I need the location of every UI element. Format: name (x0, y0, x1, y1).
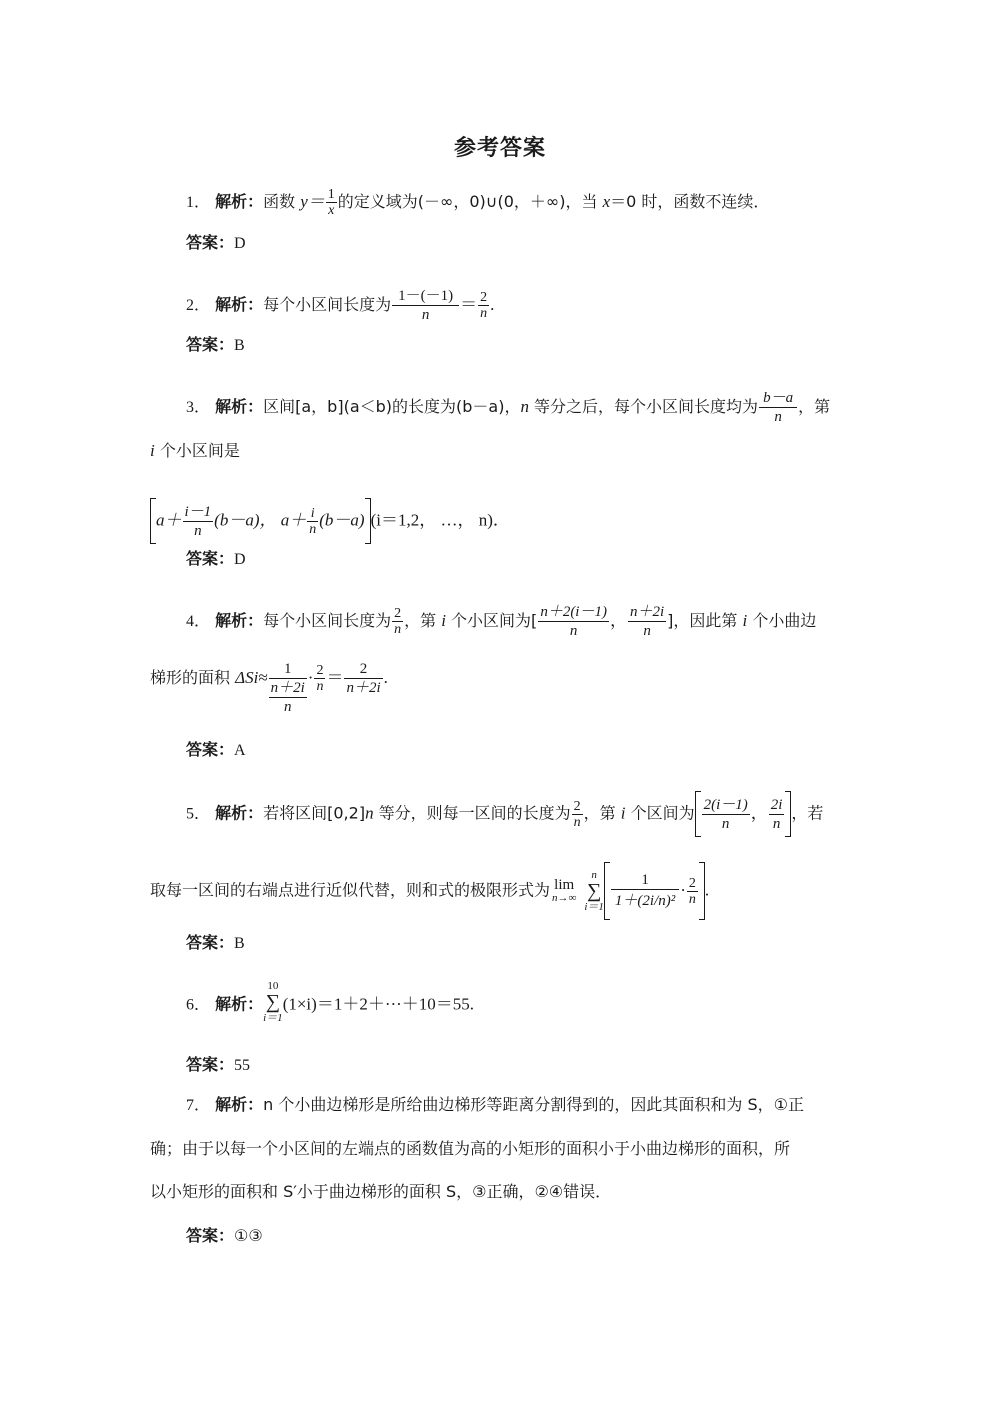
item-7-answer: 答案：①③ (186, 1226, 263, 1245)
fraction: $\frac{1}{x}$ (327, 187, 335, 218)
item-4-analysis: 4． 解析：每个小区间长度为 $\frac{2}{n}$ ，第 i 个小区间为[ $\frac{n+2(i-1)}{n}$ ， $\frac{n+2i}{n}$ ]，因此第 i 个小曲边 (186, 604, 817, 639)
limit: lim n→∞ (552, 877, 577, 904)
fraction: $\frac{2(i-1)}{n}$ (703, 796, 748, 832)
summation: 10 ∑ i＝1 (263, 980, 283, 1024)
item-6-answer: 答案：55 (186, 1055, 251, 1074)
fraction: $\frac{1-(-1)}{n}$ (392, 287, 459, 324)
summation: n ∑ i＝1 (584, 869, 604, 913)
item-1-analysis: 1． 解析：函数 y＝ $\frac{1}{x}$ 的定义域为(－∞，0)∪(0，＋∞)，当 x＝0 时，函数不连续． (186, 187, 770, 218)
fraction: $\frac{2}{n}$ (573, 798, 581, 830)
compound-fraction: 1 n＋2i n (270, 661, 305, 715)
item-3-analysis: 3． 解析：区间[a，b](a＜b)的长度为(b－a)，n 等分之后，每个小区间长度均为 $\frac{b-a}{n}$ ，第 (186, 390, 831, 425)
fraction: $\frac{2}{n}$ (688, 875, 696, 907)
item-4-answer: 答案：A (186, 740, 246, 759)
left-bracket (604, 862, 610, 920)
fraction: $\frac{b-a}{n}$ (759, 389, 797, 426)
fraction: $\frac{2}{n}$ (394, 606, 402, 637)
item-3-analysis-line2: i 个小区间是 (150, 441, 240, 460)
fraction: $\frac{n+2i}{n}$ (629, 604, 665, 639)
fraction: $\frac{n+2(i-1)}{n}$ (540, 604, 607, 639)
item-1-answer: 答案：D (186, 233, 246, 252)
item-7-analysis-line3: 以小矩形的面积和 S′小于曲边梯形的面积 S，③正确，②④错误． (150, 1182, 612, 1201)
fraction: $\frac{i-1}{n}$ (184, 503, 212, 539)
fraction: $\frac{2}{n+2i}$ (346, 661, 381, 696)
item-2-answer: 答案：B (186, 335, 245, 354)
fraction: $\frac{1}{\text{1＋(2i/n)²}}$ (611, 871, 679, 912)
item-4-analysis-line2: 梯形的面积 ΔSi≈ 1 n＋2i n · $\frac{2}{n}$ ＝ $\frac{2}{n+2i}$ . (150, 661, 388, 715)
fraction: $\frac{i}{n}$ (309, 505, 317, 537)
item-5-analysis: 5． 解析：若将区间[0,2]n 等分，则每一区间的长度为 $\frac{2}{n}$ ，第 i 个区间为 $\frac{2(i-1)}{n}$ ， $\frac{2i}{n}$ ，若 (186, 791, 823, 837)
left-bracket (695, 791, 701, 837)
item-7-analysis-line2: 确；由于以每一个小区间的左端点的函数值为高的小矩形的面积小于小曲边梯形的面积，所 (150, 1139, 791, 1158)
item-7-analysis: 7． 解析：n 个小曲边梯形是所给曲边梯形等距离分割得到的，因此其面积和为 S，①正 (186, 1095, 804, 1114)
item-2-analysis: 2． 解析：每个小区间长度为 $\frac{1-(-1)}{n}$ ＝ $\frac{2}{n}$ . (186, 288, 495, 323)
item-3-answer: 答案：D (186, 549, 246, 568)
fraction: $\frac{2i}{n}$ (770, 796, 783, 832)
item-6-analysis: 6． 解析： 10 ∑ i＝1 (1×i)＝1＋2＋···＋10＝55. (186, 980, 475, 1024)
fraction: $\frac{2}{n}$ (480, 290, 488, 321)
page-title: 参考答案 (453, 136, 546, 161)
item-5-analysis-line2: 取每一区间的右端点进行近似代替，则和式的极限形式为 lim n→∞ n ∑ i＝1 $\frac{1}{\text{1＋(2i/n)²}}$ · $\frac{2}{n}$ . (150, 862, 709, 920)
item-3-interval-formula: a＋ $\frac{i-1}{n}$ (b－a)， a＋ $\frac{i}{n}$ (b－a) (i＝1,2， …， n)． (150, 498, 510, 544)
fraction: $\frac{2}{n}$ (316, 663, 324, 694)
item-5-answer: 答案：B (186, 933, 245, 952)
